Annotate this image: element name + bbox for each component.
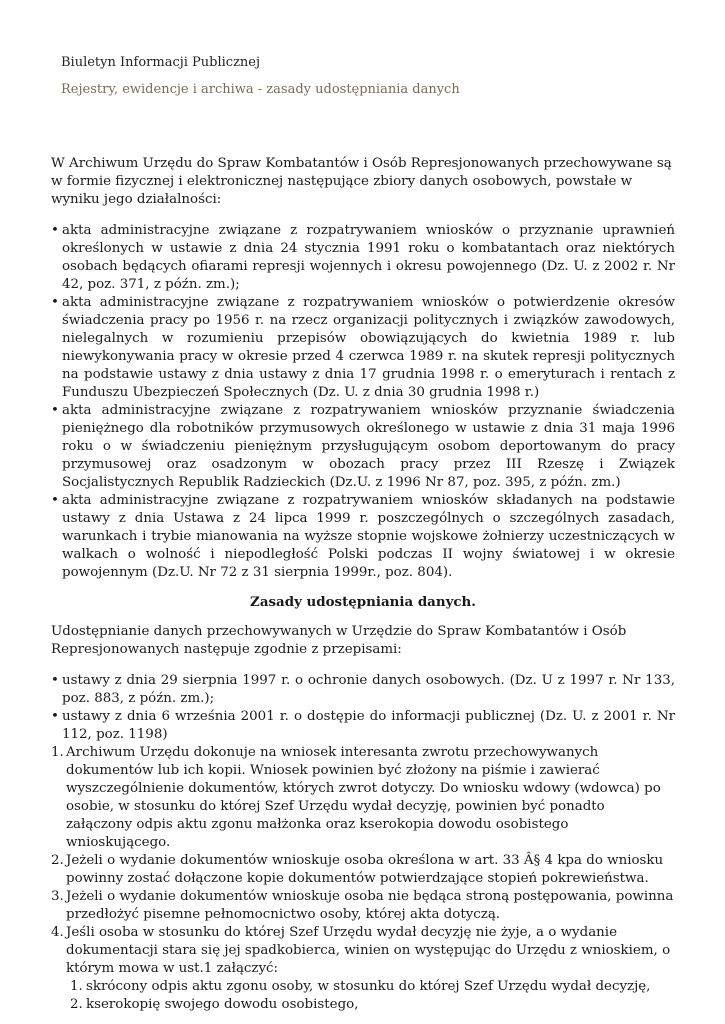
sublist-item (66, 978, 675, 996)
list-number: 2. (70, 997, 83, 1012)
list-item: • ustawy z dnia 6 września 2001 r. o dostępie do informacji publicznej (Dz. U. z 2001 r. Nr 112, poz. 1198) (51, 708, 675, 744)
list-item (51, 924, 675, 1014)
record-sets-list (51, 222, 675, 582)
rules-intro-paragraph: Udostępnianie danych przechowywanych w Urzędzie do Spraw Kombatantów i Osób Represjonowanych następuje zgodnie z przepisami: (51, 624, 627, 657)
list-item (51, 852, 675, 888)
list-item-text: skrócony odpis aktu zgonu osoby, w stosunku do której Szef Urzędu wydał decyzję, (86, 979, 651, 994)
list-item: • ustawy z dnia 29 sierpnia 1997 r. o ochronie danych osobowych. (Dz. U z 1997 r. Nr 133, poz. 883, z późn. zm.); (51, 672, 675, 708)
list-item-text: kserokopię swojego dowodu osobistego, (86, 997, 359, 1012)
list-item: • akta administracyjne związane z rozpatrywaniem wniosków o przyznanie uprawnień określonych w ustawie z dnia 24 stycznia 1991 roku o kombatantach oraz niektórych osobach będących ofiarami represji wojennych i okresu powojennego (Dz. U. z 2002 r. Nr 42, poz. 371, z późn. zm.); (51, 222, 675, 294)
list-number: 1. (70, 979, 83, 994)
list-item-text: Archiwum Urzędu dokonuje na wniosek interesanta zwrotu przechowywanych dokumentów lub ich kopii. Wniosek powinien być złożony na piśmie i zawierać wyszczególnienie dokumentów, których zwrot dotyczy. Do wniosku wdowy (wdowca) po osobie, w stosunku do której Szef Urzędu wydał decyzję, powinien być ponadto załączony odpis aktu zgonu małżonka oraz kserokopia dowodu osobistego wnioskującego. (66, 745, 661, 850)
sublist-item (66, 996, 675, 1014)
header-title: Biuletyn Informacji Publicznej (61, 55, 261, 70)
list-item-text: Jeżeli o wydanie dokumentów wnioskuje osoba nie będąca stroną postępowania, powinna przedłożyć pisemne pełnomocnictwo osoby, której akta dotyczą. (66, 889, 674, 922)
list-item-text: Jeśli osoba w stosunku do której Szef Urzędu wydał decyzję nie żyje, a o wydanie dokumentacji stara się jej spadkobierca, winien on występując do Urzędu z wnioskiem, o którym mowa w ust.1 załączyć: (66, 925, 671, 976)
list-number: 1. (51, 745, 64, 760)
header-subtitle: Rejestry, ewidencje i archiwa - zasady udostępniania danych (61, 82, 460, 97)
list-number: 4. (51, 925, 64, 940)
rules-list (51, 744, 675, 1014)
regulations-list (51, 672, 675, 744)
list-item: • akta administracyjne związane z rozpatrywaniem wniosków składanych na podstawie ustawy z dnia Ustawa z 24 lipca 1999 r. poszczególnych o szczególnych zasadach, warunkach i trybie mianowania na wyższe stopnie wojskowe żołnierzy uczestniczących w walkach o wolność i niepodległość Polski podczas II wojny światowej i w okresie powojennym (Dz.U. Nr 72 z 31 sierpnia 1999r., poz. 804). (51, 492, 675, 582)
list-number: 2. (51, 853, 64, 868)
section-heading: Zasady udostępniania danych. (250, 594, 476, 610)
list-item (51, 744, 675, 852)
intro-paragraph: W Archiwum Urzędu do Spraw Kombatantów i Osób Represjonowanych przechowywane są w formie fizycznej i elektronicznej następujące zbiory danych osobowych, powstałe w wyniku jego działalności: (51, 156, 672, 207)
document-body (51, 155, 675, 1014)
list-number: 3. (51, 889, 64, 904)
list-item: • akta administracyjne związane z rozpatrywaniem wniosków przyznanie świadczenia pieniężnego dla robotników przymusowych określonego w ustawie z dnia 31 maja 1996 roku o w świadczeniu pieniężnym przysługującym osobom deportowanym do pracy przymusowej oraz osadzonym w obozach pracy przez III Rzeszę i Związek Socjalistycznych Republik Radzieckich (Dz.U. z 1996 Nr 87, poz. 395, z późn. zm.) (51, 402, 675, 492)
list-item (51, 888, 675, 924)
list-item: • akta administracyjne związane z rozpatrywaniem wniosków o potwierdzenie okresów świadczenia pracy po 1956 r. na rzecz organizacji politycznych i związków zawodowych, nielegalnych w rozumieniu przepisów obowiązujących do kwietnia 1989 r. lub niewykonywania pracy w okresie przed 4 czerwca 1989 r. na skutek represji politycznych na podstawie ustawy z dnia ustawy z dnia 17 grudnia 1998 r. o emeryturach i rentach z Funduszu Ubezpieczeń Społecznych (Dz. U. z dnia 30 grudnia 1998 r.) (51, 294, 675, 402)
list-item-text: Jeżeli o wydanie dokumentów wnioskuje osoba określona w art. 33 Â§ 4 kpa do wniosku powinny zostać dołączone kopie dokumentów potwierdzające stopień pokrewieństwa. (66, 853, 664, 886)
rule4-sublist (66, 978, 675, 1014)
